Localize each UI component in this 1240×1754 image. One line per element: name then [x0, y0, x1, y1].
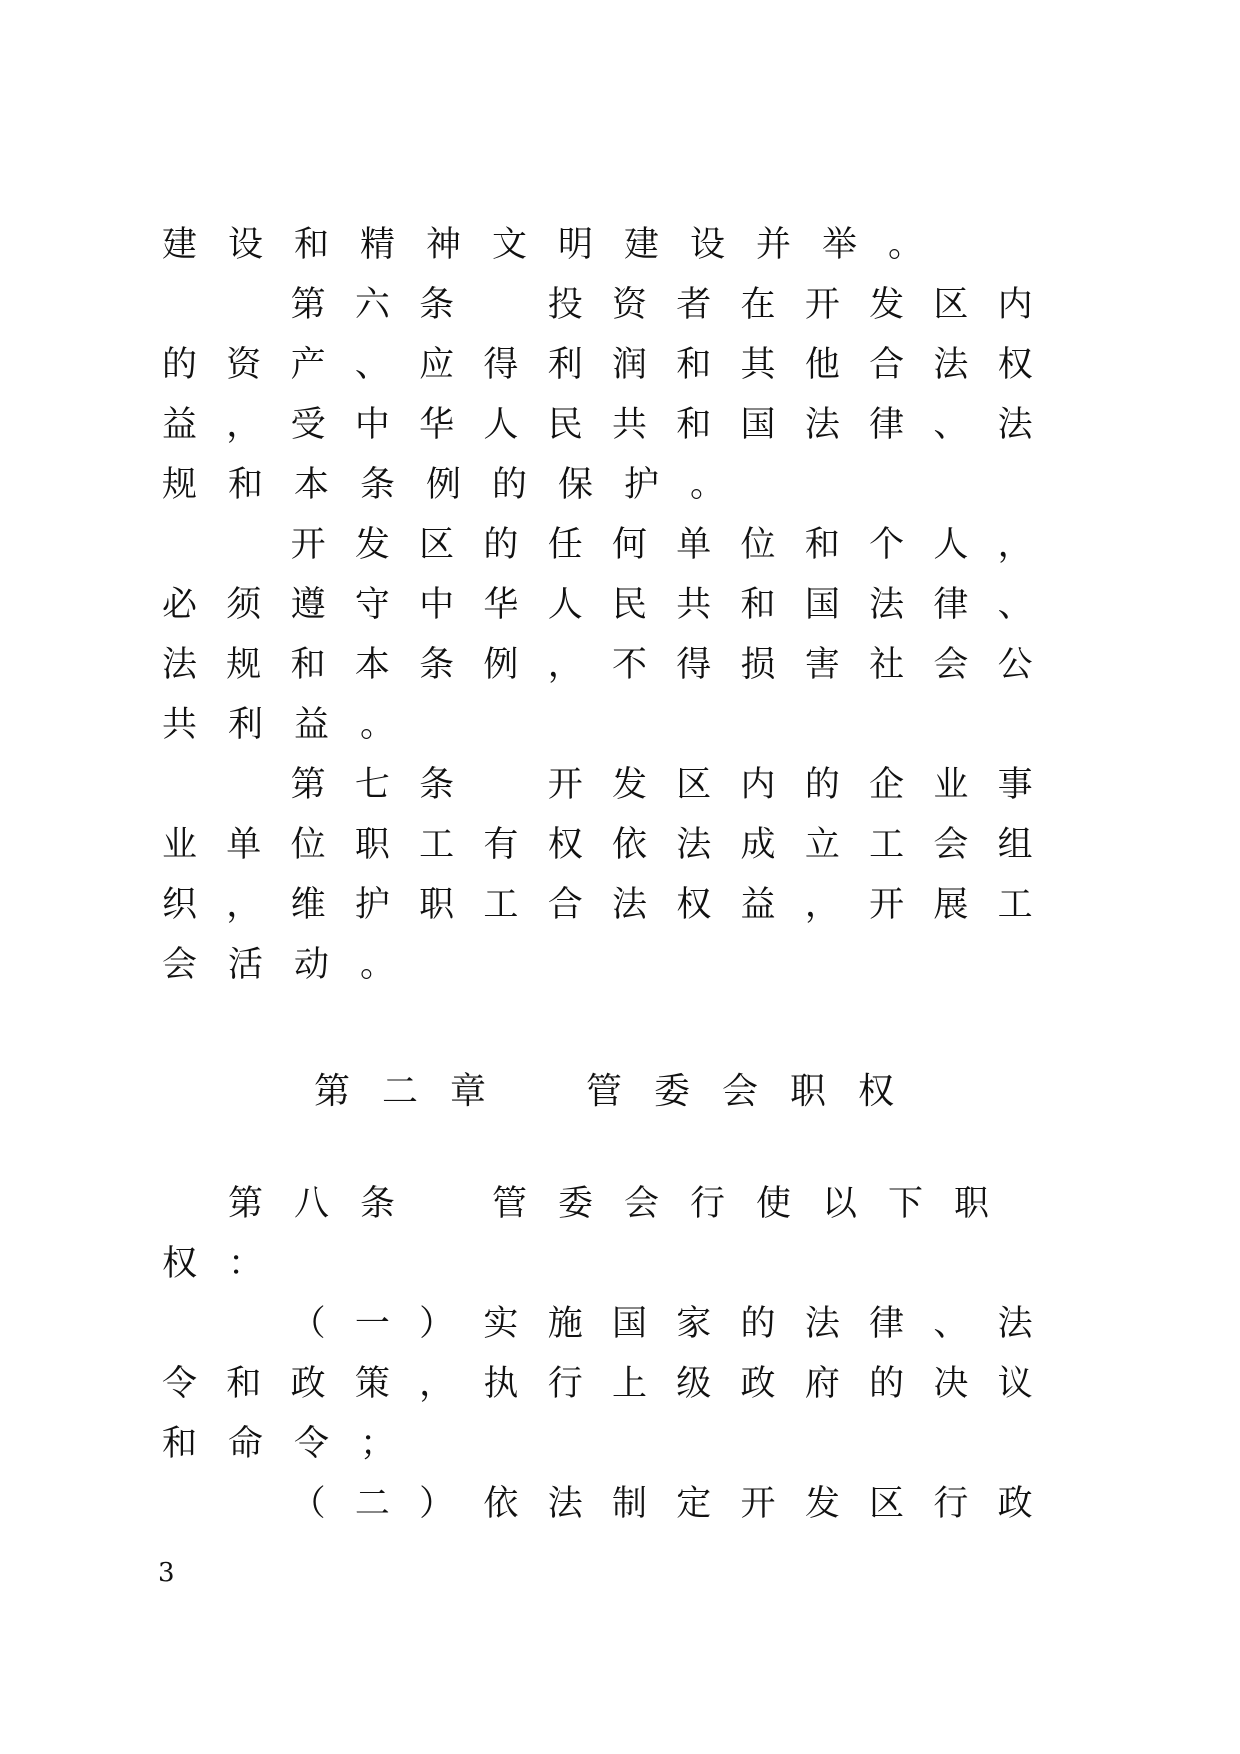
- char-cell: 护: [624, 465, 660, 505]
- char-cell: 以: [822, 1184, 858, 1224]
- char-cell: 、: [933, 1304, 969, 1344]
- char-cell: 行: [933, 1484, 969, 1524]
- char-cell: 权: [547, 825, 583, 865]
- char-cell: 文: [492, 225, 528, 265]
- char-cell: 立: [804, 825, 840, 865]
- char-cell: 得: [676, 645, 712, 685]
- char-cell: 例: [483, 645, 519, 685]
- char-cell: 开: [547, 765, 583, 805]
- char-cell: ，: [226, 885, 262, 925]
- char-cell: 建: [624, 225, 660, 265]
- char-cell: 并: [756, 225, 792, 265]
- char-cell: 上: [611, 1364, 647, 1404]
- char-cell: 华: [419, 405, 455, 445]
- text-line: [162, 401, 1062, 449]
- char-cell: ，: [226, 405, 262, 445]
- char-cell: 行: [547, 1364, 583, 1404]
- char-cell: 第: [290, 285, 326, 325]
- char-cell: [162, 1480, 226, 1528]
- char-cell: 、: [933, 405, 969, 445]
- char-cell: 内: [997, 285, 1033, 325]
- char-cell: 例: [426, 465, 462, 505]
- char-cell: 。: [690, 465, 726, 505]
- char-cell: 他: [804, 345, 840, 385]
- char-cell: 一: [354, 1304, 390, 1344]
- char-cell: 法: [804, 1304, 840, 1344]
- char-cell: ：: [228, 1244, 264, 1284]
- char-cell: 开: [740, 1484, 776, 1524]
- char-cell: 使: [756, 1184, 792, 1224]
- char-cell: 依: [483, 1484, 519, 1524]
- char-cell: 委: [558, 1184, 594, 1224]
- char-cell: ，: [547, 645, 583, 685]
- text-line: [162, 881, 1062, 929]
- char-cell: 民: [547, 405, 583, 445]
- char-cell: 会: [624, 1184, 660, 1224]
- char-cell: 发: [804, 1484, 840, 1524]
- char-cell: 和: [740, 585, 776, 625]
- char-cell: 社: [869, 645, 905, 685]
- char-cell: 和: [228, 465, 264, 505]
- char-cell: 条: [419, 645, 455, 685]
- char-cell: 会: [162, 945, 198, 985]
- char-cell: 内: [740, 765, 776, 805]
- char-cell: 活: [228, 945, 264, 985]
- text-line: [162, 1300, 1062, 1348]
- char-cell: 区: [419, 525, 455, 565]
- char-cell: 条: [419, 285, 455, 325]
- text-line: [162, 221, 1062, 269]
- char-cell: 合: [547, 885, 583, 925]
- char-cell: 依: [611, 825, 647, 865]
- char-cell: 工: [419, 825, 455, 865]
- char-cell: 管: [492, 1184, 528, 1224]
- char-cell: 、: [354, 345, 390, 385]
- char-cell: 维: [290, 885, 326, 925]
- char-cell: 其: [740, 345, 776, 385]
- char-cell: ；: [360, 1424, 396, 1464]
- char-cell: 法: [804, 405, 840, 445]
- char-cell: [483, 281, 547, 329]
- char-cell: 须: [226, 585, 262, 625]
- char-cell: 。: [360, 945, 396, 985]
- text-line: [162, 641, 1062, 689]
- char-cell: ，: [804, 885, 840, 925]
- char-cell: 执: [483, 1364, 519, 1404]
- char-cell: 华: [483, 585, 519, 625]
- char-cell: 建: [162, 225, 198, 265]
- char-cell: [426, 1180, 492, 1228]
- char-cell: 得: [483, 345, 519, 385]
- text-line: [162, 941, 1062, 989]
- char-cell: 国: [611, 1304, 647, 1344]
- char-cell: 中: [354, 405, 390, 445]
- char-cell: 区: [869, 1484, 905, 1524]
- char-cell: 组: [997, 825, 1033, 865]
- char-cell: 定: [676, 1484, 712, 1524]
- char-cell: 七: [354, 765, 390, 805]
- char-cell: 会: [933, 825, 969, 865]
- char-cell: 设: [228, 225, 264, 265]
- char-cell: 工: [869, 825, 905, 865]
- text-line: [162, 701, 1062, 749]
- text-line: [162, 1420, 1062, 1468]
- char-cell: 个: [869, 525, 905, 565]
- char-cell: ，: [419, 1364, 455, 1404]
- char-cell: 国: [740, 405, 776, 445]
- char-cell: 命: [228, 1424, 264, 1464]
- char-cell: 资: [226, 345, 262, 385]
- char-cell: 和: [676, 345, 712, 385]
- char-cell: 神: [426, 225, 462, 265]
- char-cell: [162, 281, 226, 329]
- char-cell: 单: [676, 525, 712, 565]
- char-cell: 动: [294, 945, 330, 985]
- text-line: [162, 1240, 1062, 1288]
- char-cell: 下: [888, 1184, 924, 1224]
- char-cell: 精: [360, 225, 396, 265]
- char-cell: 益: [162, 405, 198, 445]
- char-cell: 损: [740, 645, 776, 685]
- char-cell: 开: [290, 525, 326, 565]
- text-line: [162, 281, 1062, 329]
- char-cell: 权: [997, 345, 1033, 385]
- char-cell: 利: [547, 345, 583, 385]
- char-cell: 者: [676, 285, 712, 325]
- char-cell: 律: [869, 405, 905, 445]
- char-cell: 国: [804, 585, 840, 625]
- char-cell: 律: [933, 585, 969, 625]
- char-cell: 和: [226, 1364, 262, 1404]
- char-cell: 业: [933, 765, 969, 805]
- char-cell: [162, 521, 226, 569]
- char-cell: 法: [162, 645, 198, 685]
- char-cell: 和: [804, 525, 840, 565]
- char-cell: 条: [419, 765, 455, 805]
- char-cell: 策: [354, 1364, 390, 1404]
- char-cell: 开: [869, 885, 905, 925]
- char-cell: 和: [162, 1424, 198, 1464]
- char-cell: 规: [162, 465, 198, 505]
- char-cell: 遵: [290, 585, 326, 625]
- chapter-heading: 第二章 管委会职权: [313, 1071, 926, 1112]
- text-line: [162, 821, 1062, 869]
- char-cell: 律: [869, 1304, 905, 1344]
- char-cell: [226, 761, 290, 809]
- text-line: [162, 1360, 1062, 1408]
- char-cell: 条: [360, 1184, 396, 1224]
- char-cell: 政: [290, 1364, 326, 1404]
- char-cell: 的: [162, 345, 198, 385]
- char-cell: 的: [869, 1364, 905, 1404]
- char-cell: ）: [419, 1484, 455, 1524]
- char-cell: 位: [740, 525, 776, 565]
- char-cell: 中: [419, 585, 455, 625]
- char-cell: 有: [483, 825, 519, 865]
- char-cell: 施: [547, 1304, 583, 1344]
- char-cell: 润: [611, 345, 647, 385]
- char-cell: 设: [690, 225, 726, 265]
- char-cell: [226, 521, 290, 569]
- char-cell: 规: [226, 645, 262, 685]
- char-cell: 受: [290, 405, 326, 445]
- char-cell: 事: [997, 765, 1033, 805]
- char-cell: 民: [611, 585, 647, 625]
- char-cell: 的: [483, 525, 519, 565]
- char-cell: 单: [226, 825, 262, 865]
- char-cell: 职: [954, 1184, 990, 1224]
- char-cell: [226, 1300, 290, 1348]
- char-cell: 利: [228, 705, 264, 745]
- char-cell: 。: [360, 705, 396, 745]
- char-cell: 共: [676, 585, 712, 625]
- char-cell: 保: [558, 465, 594, 505]
- text-line: [162, 581, 1062, 629]
- char-cell: 工: [997, 885, 1033, 925]
- char-cell: 法: [869, 585, 905, 625]
- char-cell: 何: [611, 525, 647, 565]
- char-cell: ）: [419, 1304, 455, 1344]
- char-cell: 法: [997, 405, 1033, 445]
- text-line: [162, 1180, 1062, 1228]
- char-cell: [226, 1480, 290, 1528]
- char-cell: 人: [547, 585, 583, 625]
- char-cell: 公: [997, 645, 1033, 685]
- char-cell: 业: [162, 825, 198, 865]
- char-cell: 实: [483, 1304, 519, 1344]
- char-cell: 本: [294, 465, 330, 505]
- char-cell: 益: [740, 885, 776, 925]
- char-cell: 令: [294, 1424, 330, 1464]
- char-cell: 发: [869, 285, 905, 325]
- char-cell: 本: [354, 645, 390, 685]
- char-cell: 第: [228, 1184, 264, 1224]
- char-cell: 法: [611, 885, 647, 925]
- char-cell: 明: [558, 225, 594, 265]
- char-cell: 职: [354, 825, 390, 865]
- char-cell: 工: [483, 885, 519, 925]
- page-number: 3: [158, 1558, 175, 1588]
- char-cell: 益: [294, 705, 330, 745]
- char-cell: 法: [933, 345, 969, 385]
- char-cell: 六: [354, 285, 390, 325]
- char-cell: [483, 761, 547, 809]
- char-cell: 的: [740, 1304, 776, 1344]
- char-cell: [162, 761, 226, 809]
- char-cell: 令: [162, 1364, 198, 1404]
- text-line: [162, 1480, 1062, 1528]
- char-cell: 权: [676, 885, 712, 925]
- char-cell: 议: [997, 1364, 1033, 1404]
- char-cell: 和: [294, 225, 330, 265]
- char-cell: 共: [611, 405, 647, 445]
- char-cell: 区: [676, 765, 712, 805]
- char-cell: 和: [676, 405, 712, 445]
- char-cell: 任: [547, 525, 583, 565]
- char-cell: 应: [419, 345, 455, 385]
- char-cell: 的: [492, 465, 528, 505]
- char-cell: 守: [354, 585, 390, 625]
- char-cell: （: [290, 1484, 326, 1524]
- char-cell: 职: [419, 885, 455, 925]
- char-cell: 条: [360, 465, 396, 505]
- char-cell: 府: [804, 1364, 840, 1404]
- char-cell: 投: [547, 285, 583, 325]
- char-cell: 政: [997, 1484, 1033, 1524]
- char-cell: 和: [290, 645, 326, 685]
- char-cell: 第: [290, 765, 326, 805]
- text-line: [162, 761, 1062, 809]
- char-cell: 不: [611, 645, 647, 685]
- char-cell: [162, 1300, 226, 1348]
- char-cell: 法: [676, 825, 712, 865]
- char-cell: [162, 1180, 228, 1228]
- char-cell: 企: [869, 765, 905, 805]
- char-cell: 展: [933, 885, 969, 925]
- char-cell: 资: [611, 285, 647, 325]
- char-cell: 会: [933, 645, 969, 685]
- char-cell: 发: [354, 525, 390, 565]
- text-line: [162, 461, 1062, 509]
- char-cell: 法: [997, 1304, 1033, 1344]
- char-cell: 在: [740, 285, 776, 325]
- char-cell: [226, 281, 290, 329]
- char-cell: （: [290, 1304, 326, 1344]
- text-line: [162, 341, 1062, 389]
- char-cell: 共: [162, 705, 198, 745]
- char-cell: 八: [294, 1184, 330, 1224]
- char-cell: 织: [162, 885, 198, 925]
- char-cell: 人: [483, 405, 519, 445]
- char-cell: 法: [547, 1484, 583, 1524]
- char-cell: 开: [804, 285, 840, 325]
- char-cell: 制: [611, 1484, 647, 1524]
- char-cell: 举: [822, 225, 858, 265]
- char-cell: 必: [162, 585, 198, 625]
- char-cell: 权: [162, 1244, 198, 1284]
- char-cell: ，: [997, 525, 1033, 565]
- text-line: [162, 521, 1062, 569]
- char-cell: 护: [354, 885, 390, 925]
- char-cell: 人: [933, 525, 969, 565]
- char-cell: 的: [804, 765, 840, 805]
- char-cell: 。: [888, 225, 924, 265]
- char-cell: 级: [676, 1364, 712, 1404]
- char-cell: 政: [740, 1364, 776, 1404]
- char-cell: 家: [676, 1304, 712, 1344]
- char-cell: 害: [804, 645, 840, 685]
- char-cell: 成: [740, 825, 776, 865]
- char-cell: 区: [933, 285, 969, 325]
- char-cell: 位: [290, 825, 326, 865]
- char-cell: 二: [354, 1484, 390, 1524]
- char-cell: 决: [933, 1364, 969, 1404]
- char-cell: 行: [690, 1184, 726, 1224]
- char-cell: 发: [611, 765, 647, 805]
- char-cell: 产: [290, 345, 326, 385]
- char-cell: 合: [869, 345, 905, 385]
- char-cell: 、: [997, 585, 1033, 625]
